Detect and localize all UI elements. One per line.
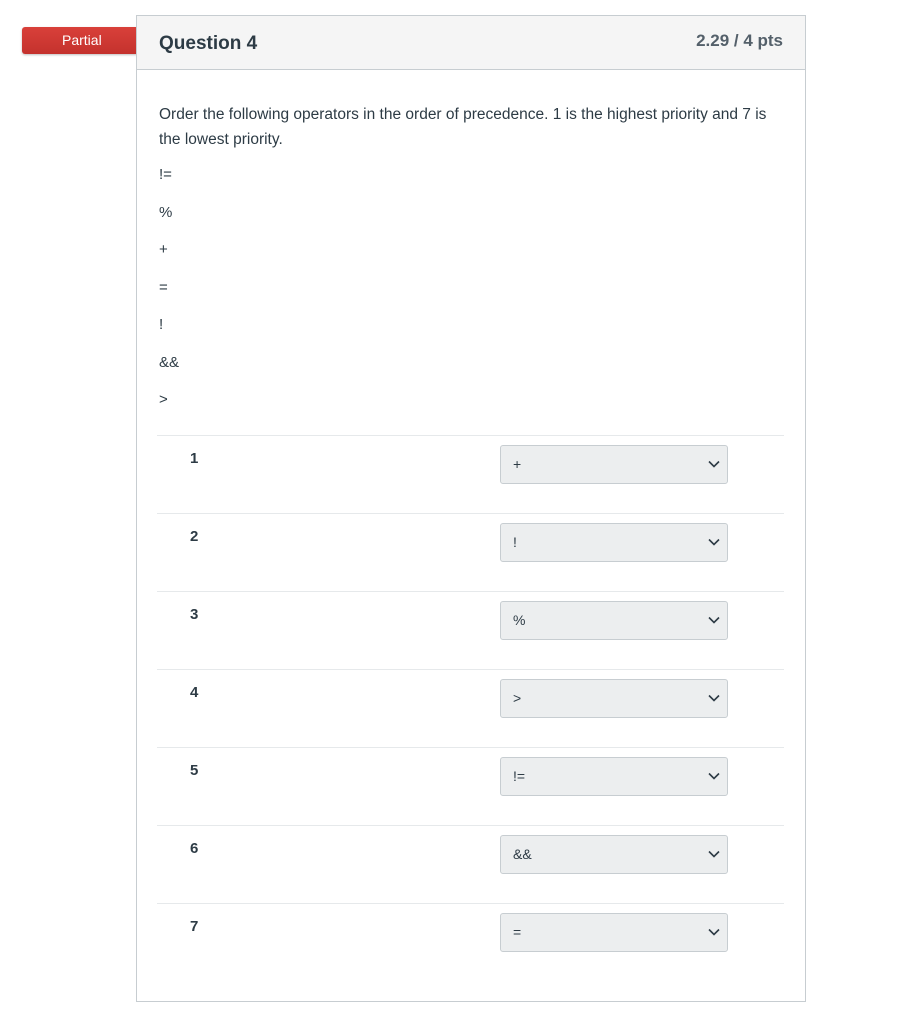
chevron-down-icon bbox=[707, 847, 721, 861]
chevron-down-icon bbox=[707, 925, 721, 939]
answer-list bbox=[157, 435, 784, 981]
question-text: Order the following operators in the order of precedence. 1 is the highest priority and 7 is the lowest priority. bbox=[159, 106, 767, 148]
selected-value: = bbox=[513, 924, 522, 940]
rank-label: 7 bbox=[190, 918, 199, 935]
operator-item: != bbox=[159, 166, 172, 183]
selected-value: % bbox=[513, 612, 526, 628]
rank-label: 2 bbox=[190, 528, 199, 545]
answer-row bbox=[157, 825, 784, 903]
rank-1-select[interactable] bbox=[500, 445, 728, 484]
chevron-down-icon bbox=[707, 769, 721, 783]
question-header bbox=[137, 16, 805, 70]
chevron-down-icon bbox=[707, 457, 721, 471]
selected-value: > bbox=[513, 690, 522, 706]
rank-3-select[interactable] bbox=[500, 601, 728, 640]
selected-value: != bbox=[513, 768, 526, 784]
answer-row bbox=[157, 903, 784, 981]
selected-value: ! bbox=[513, 534, 517, 550]
chevron-down-icon bbox=[707, 535, 721, 549]
rank-label: 5 bbox=[190, 762, 199, 779]
question-title: Question 4 bbox=[159, 33, 258, 54]
status-badge-label: Partial bbox=[62, 32, 102, 48]
rank-label: 6 bbox=[190, 840, 199, 857]
answer-row bbox=[157, 513, 784, 591]
operator-list bbox=[159, 164, 179, 427]
rank-label: 3 bbox=[190, 606, 199, 623]
status-badge bbox=[22, 27, 148, 54]
operator-item: % bbox=[159, 203, 173, 221]
rank-5-select[interactable] bbox=[500, 757, 728, 796]
answer-row bbox=[157, 747, 784, 825]
rank-2-select[interactable] bbox=[500, 523, 728, 562]
rank-label: 4 bbox=[190, 684, 199, 701]
operator-item: + bbox=[159, 241, 168, 258]
operator-item: = bbox=[159, 278, 168, 296]
rank-label: 1 bbox=[190, 450, 199, 467]
answer-row bbox=[157, 435, 784, 513]
answer-row bbox=[157, 591, 784, 669]
operator-item: > bbox=[159, 391, 168, 408]
chevron-down-icon bbox=[707, 613, 721, 627]
operator-item: ! bbox=[159, 316, 164, 333]
chevron-down-icon bbox=[707, 691, 721, 705]
answer-row bbox=[157, 669, 784, 747]
operator-item: && bbox=[159, 353, 180, 371]
selected-value: + bbox=[513, 456, 522, 472]
rank-7-select[interactable] bbox=[500, 913, 728, 952]
selected-value: && bbox=[513, 846, 532, 862]
question-card bbox=[136, 15, 806, 1002]
rank-6-select[interactable] bbox=[500, 835, 728, 874]
rank-4-select[interactable] bbox=[500, 679, 728, 718]
question-points: 2.29 / 4 pts bbox=[696, 31, 783, 50]
